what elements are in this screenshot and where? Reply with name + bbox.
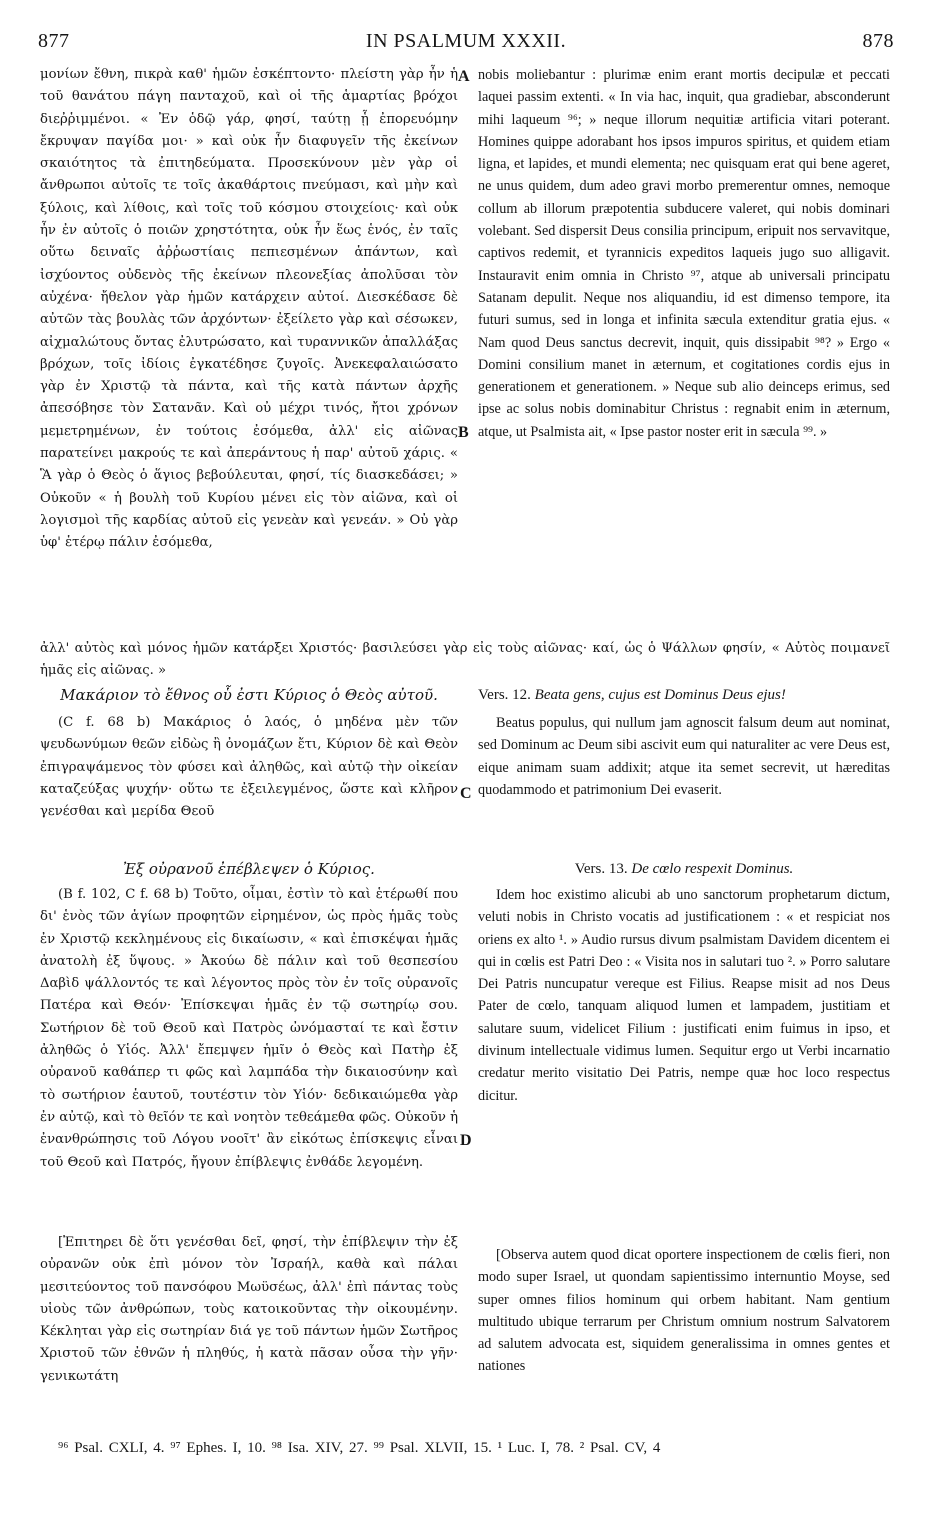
- greek-paragraph-vers13: (B f. 102, C f. 68 b) Τοῦτο, οἶμαι, ἐστὶν τὸ καὶ ἑτέρωθί που δι' ἑνὸς τῶν ἁγίων προφητῶν εἰρημένον, ὡς πρὸς ἡμᾶς τοὺς ἐν Χριστῷ κεκλημένους εἰς δικαίωσιν, « καὶ ἐπισκέψαι ἡμᾶς ἀνατολὴ ἐξ ὕψους. » Ἀκούω δὲ πάλιν καὶ τοῦ θεσπεσίου Δαβὶδ ψάλλοντός τε καὶ λέγοντος πρὸς τὸν ἐν τοῖς οὐρανοῖς Πατέρα καὶ Θεόν· Ἐπίσκεψαι ἡμᾶς ἐν τῷ σωτηρίῳ σου. Σωτήριον δὲ τοῦ Θεοῦ καὶ Πατρὸς ὠνόμασταί τε καὶ ἔστιν ἀληθῶς ὁ Υἱός. Ἀλλ' ἔπεμψεν ἡμῖν ὁ Θεὸς καὶ Πατὴρ ἐξ οὐρανοῦ καθάπερ τι φῶς καὶ λαμπάδα τὴν δικαιοσύνην καὶ τὸ σωτήριον ἑαυτοῦ, τουτέστιν τὸν Υἱόν· δεδικαιώμεθα γὰρ ἐν αὐτῷ, καὶ τὸ θεῖόν τε καὶ νοητὸν τεθεάμεθα φῶς. Οὐκοῦν ἡ ἐνανθρώπησις τοῦ Λόγου νοοῖτ' ἂν εἰκότως ἐπίσκεψις εἶναι τοῦ Θεοῦ καὶ Πατρός, ἤγουν ἐπίβλεψις ἐνθάδε λεγομένη.: [40, 887, 458, 1170]
- vers13-text: De cœlo respexit Dominus.: [631, 861, 794, 877]
- greek-column-top: [40, 64, 458, 654]
- page-number-right: 878: [862, 30, 894, 52]
- latin-paragraph-bracket: [Observa autem quod dicat oportere inspectionem de cœlis fieri, non modo super Israel, ut quondam sapientissimo internuntio Moyse, sed super omnes filios hominum qui orbem habitant. Nam gentium multitudo ubique terrarum per Christum omnium nostrum Salvatorem ad salutem advocata est, siquidem generalissima in omnes gentes et nationes: [478, 1247, 890, 1375]
- greek-heading-vers12: Μακάριον τὸ ἔθνος οὗ ἐστι Κύριος ὁ Θεὸς αὐτοῦ.: [60, 686, 438, 704]
- latin-column-bracket: [478, 1244, 890, 1422]
- latin-column-vers12: [478, 712, 890, 852]
- greek-paragraph-vers12: (C f. 68 b) Μακάριος ὁ λαός, ὁ μηδένα μὲν τῶν ψευδωνύμων θεῶν εἰδὼς ἢ ὀνομάζων ἔτι, Κύριον δὲ καὶ Θεὸν ἐπιγραψάμενος τὸν φύσει καὶ ἀληθῶς, καὶ αὐτῷ τὴν οἰκείαν καταζεύξας ψυχήν· οὕτω τε ἐξειλεγμένος, ὥστε καὶ κλῆρον γενέσθαι καὶ μερίδα Θεοῦ: [40, 715, 458, 820]
- latin-paragraph-top: nobis moliebantur : plurimæ enim erant mortis decipulæ et peccati laquei passim extenti. « In via hac, inquit, qua gradiebar, absconderunt mihi laqueum ⁹⁶; » neque illorum nequitiæ artificia vitari poterant. Homines quippe adorabant hos ipsos impuros spiritus, et quidem etiam ligna, et lapides, et mundi elementa; nec quisquam erat qui bene ageret, ne unus quidem, dum adeo gravi morbo premerentur omnes, nemoque collum ab illorum præpotentia subducere valeret, qui nobis dominari volebant. Sed dispersit Deus consilia principum, eripuit nos servavitque, captivos redemit, et tyrannicis expeditos laqueis jugo suo alligavit. Instauravit enim omnia in Christo ⁹⁷, atque ab universali principatu Satanam depulit. Neque nos aliquandiu, id est dimenso tempore, ita futuri sumus, sed in longa et infinita sæcula extenditur gratia ejus. « Nam quod Deus sanctus decrevit, inquit, quis dissipabit ⁹⁸? » Ergo « Domini consilium manet in æternum, et cogitationes cordis ejus in generationem et generationem. » Neque sub alio deinceps erimus, sed ipse ac solus nobis dominabitur Christus : regnabit enim in æternum, atque, ut Psalmista ait, « Ipse pastor noster erit in sæcula ⁹⁹. »: [478, 67, 890, 440]
- margin-marker-b: B: [458, 424, 469, 441]
- running-title: IN PSALMUM XXXII.: [365, 30, 567, 52]
- greek-fullwidth-tail: [40, 638, 890, 684]
- latin-column-top: [478, 64, 890, 654]
- margin-marker-c: C: [460, 785, 472, 802]
- vers12-label: Vers. 12.: [478, 687, 531, 703]
- latin-column-vers13: [478, 884, 890, 1228]
- greek-column-vers13: [40, 884, 458, 1228]
- footnotes: ⁹⁶ Psal. CXLI, 4. ⁹⁷ Ephes. I, 10. ⁹⁸ Isa. XIV, 27. ⁹⁹ Psal. XLVII, 15. ¹ Luc. I, 78. ² Psal. CV, 4: [58, 1440, 661, 1456]
- vers13-label: Vers. 13.: [574, 861, 628, 877]
- margin-marker-a: A: [458, 68, 470, 85]
- latin-paragraph-vers12: Beatus populus, qui nullum jam agnoscit falsum deum aut nominat, sed Dominum ac Deum sibi ascivit eum qui naturaliter ac vere Deus est, eique animam suam addixit; atque ita semet secrevit, ut hæreditas quodammodo et patrimonium Dei evaserit.: [478, 715, 890, 798]
- greek-paragraph-top: μονίων ἔθνη, πικρὰ καθ' ἡμῶν ἐσκέπτοντο· πλείστη γὰρ ἦν ἡ τοῦ θανάτου πάγη πανταχοῦ, καὶ οἱ τῆς ἁμαρτίας βρόχοι διεῤῥιμμένοι. « Ἐν ὁδῷ γάρ, φησί, ταύτῃ ᾗ ἐπορευόμην ἔκρυψαν παγίδα μοι· » καὶ οὐκ ἦν διαφυγεῖν τῆς ἐκείνων σκαιότητος τὰ ἐπιτηδεύματα. Προσεκύνουν μὲν γὰρ οἱ ἄνθρωποι αὐτοῖς τε τοῖς ἀκαθάρτοις πνεύμασι, καὶ μὴν καὶ ξύλοις, καὶ λίθοις, καὶ τοῖς τοῦ κόσμου στοιχείοις· καὶ οὐκ ἦν ἐν αὐτοῖς ὁ ποιῶν χρηστότητα, οὐκ ἦν ἕως ἑνός, ἐν ταῖς οὕτω δειναῖς ἀῤῥωστίαις πεπιεσμένων ἁπάντων, καὶ ἰσχύοντος οὐδενὸς τῆς ἐκείνων πλεονεξίας ἀπολῦσαι τὸν αὐχένα· ἤθελον γὰρ ἡμῶν κατάρχειν αὐτοί. Διεσκέδασε δὲ αὐτῶν τὰς βουλὰς τῶν ἀρχόντων· ἐξείλετο γὰρ καὶ σέσωκεν, αἰχμαλώτους ὄντας ἐλυτρώσατο, καὶ τυραννικῶν ἀπαλλάξας βρόχων, τοῖς ἰδίοις ἐγκατέδησε ζυγοῖς. Ἀνεκεφαλαιώσατο γὰρ ἐν Χριστῷ τὰ πάντα, καὶ τῆς κατὰ πάντων ἀρχῆς ἀπεσόβησε τὸν Σατανᾶν. Καὶ οὐ μέχρι τινός, ἤτοι χρόνων μεμετρημένων, ἐν τούτοις ἐσόμεθα, ἀλλ' εἰς αἰῶνας παρατείνει μακρούς τε καὶ ἀπεράντους ἡ παρ' αὐτοῦ χάρις. « Ἃ γὰρ ὁ Θεὸς ὁ ἅγιος βεβούλευται, φησί, τίς διασκεδάσει; » Οὐκοῦν « ἡ βουλὴ τοῦ Κυρίου μένει εἰς τὸν αἰῶνα, καὶ οἱ λογισμοὶ τῆς καρδίας αὐτοῦ εἰς γενεὰν καὶ γενεάν. » Οὐ γὰρ ὑφ' ἑτέρῳ πάλιν ἐσόμεθα,: [40, 67, 458, 551]
- greek-heading-vers13: Ἐξ οὐρανοῦ ἐπέβλεψεν ὁ Κύριος.: [123, 860, 375, 878]
- running-header: [38, 30, 894, 58]
- greek-paragraph-bracket: [Ἐπιτηρει δὲ ὅτι γενέσθαι δεῖ, φησί, τὴν ἐπίβλεψιν τὴν ἐξ οὐρανῶν οὐκ ἐπὶ μόνον τὸν Ἰσραήλ, καθὰ καὶ πάλαι μεσιτεύοντος τοῦ πανσόφου Μωϋσέως, ἀλλ' ἐπὶ πάντας τοὺς υἱοὺς τῶν ἀνθρώπων, τοὺς κατοικοῦντας τὴν οἰκουμένην. Κέκληται γὰρ εἰς σωτηρίαν διά γε τοῦ πάντων ἡμῶν Σωτῆρος Χριστοῦ τῶν ἐθνῶν ἡ πληθύς, ἡ κατὰ πᾶσαν οὖσα τὴν γῆν· γενικωτάτη: [40, 1235, 458, 1384]
- greek-column-vers12: [40, 712, 458, 852]
- vers12-text: Beata gens, cujus est Dominus Deus ejus!: [534, 687, 786, 703]
- latin-heading-vers13: [478, 858, 890, 882]
- greek-paragraph-tail: ἀλλ' αὐτὸς καὶ μόνος ἡμῶν κατάρξει Χριστός· βασιλεύσει γὰρ εἰς τοὺς αἰῶνας· καί, ὡς ὁ Ψάλλων φησίν, « Αὐτὸς ποιμανεῖ ἡμᾶς εἰς αἰῶνας. »: [40, 641, 890, 679]
- latin-paragraph-vers13: Idem hoc existimo alicubi ab uno sanctorum prophetarum dictum, veluti nobis in Christo vocatis ad justificationem : « et respiciat nos oriens ex alto ¹. » Audio rursus divum psalmistam Davidem dicentem ei qui in cœlis est Patri Deo : « Visita nos in salutari tuo ². » Porro salutare Dei Patris nuncupatur vereque est Filius. Reapse misit ad nos Deus Pater de cœlo, tanquam aliquod lumen et lampadem, justitiam et salutare suum, videlicet Filium : justificati enim fuimus in ipso, et divinum intellectuale vidimus lumen. Sequitur ergo ut Verbi incarnatio credatur merito visitatio Dei Patris, nempe quæ hoc loco respectus dicitur.: [478, 887, 890, 1104]
- margin-marker-d: D: [460, 1132, 472, 1149]
- greek-column-bracket: [40, 1232, 458, 1422]
- latin-heading-vers12: [478, 684, 890, 708]
- page-number-left: 877: [38, 30, 70, 52]
